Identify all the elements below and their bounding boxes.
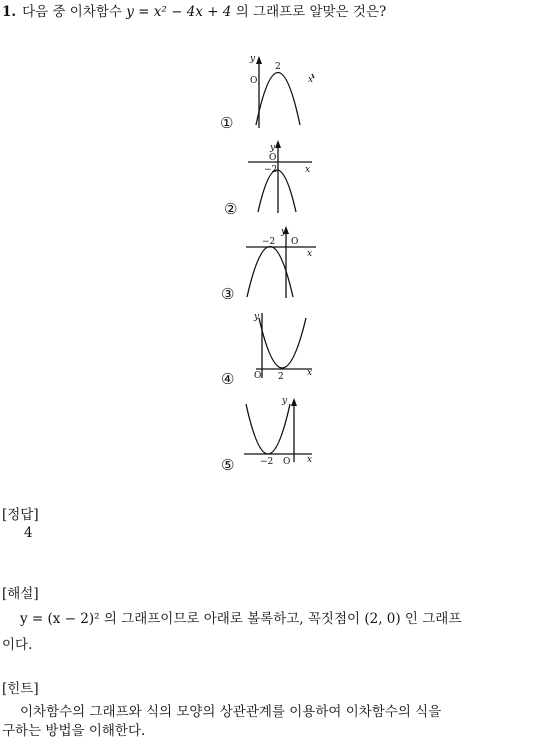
option1-y-label: y bbox=[250, 54, 256, 64]
option5-parabola bbox=[246, 404, 290, 454]
option4-parabola bbox=[259, 318, 306, 368]
option4-origin-label: O bbox=[254, 371, 262, 381]
option5-x-label: x bbox=[307, 455, 313, 465]
hint-header: [힌트] bbox=[2, 681, 39, 697]
explanation-line1: y = (x − 2)² 의 그래프이므로 아래로 볼록하고, 꼭짓점이 (2, 0) 인 그래프 bbox=[20, 611, 462, 627]
answer-header: [정답] bbox=[2, 507, 39, 523]
question-suffix: 의 그래프로 알맞은 것은? bbox=[235, 4, 387, 20]
option1-marker: ① bbox=[220, 114, 234, 132]
hint-line1: 이차함수의 그래프와 식의 모양의 상관관계를 이용하여 이차함수의 식을 bbox=[20, 704, 442, 720]
explanation-line2: 이다. bbox=[2, 637, 33, 653]
option2-marker: ② bbox=[224, 200, 238, 218]
option1-vertex-label: 2 bbox=[275, 62, 281, 72]
explanation-header: [해설] bbox=[2, 586, 39, 602]
question-formula: y = x² − 4x + 4 bbox=[126, 4, 232, 20]
option3-origin-label: O bbox=[291, 237, 299, 247]
option5-marker: ⑤ bbox=[221, 456, 235, 474]
question-prefix: 다음 중 이차함수 bbox=[22, 4, 122, 20]
option5-vertex-label: −2 bbox=[260, 457, 274, 467]
hint-line2: 구하는 방법을 이해한다. bbox=[2, 723, 146, 739]
answer-value: 4 bbox=[24, 525, 33, 541]
option3-marker: ③ bbox=[221, 285, 235, 303]
option5-y-arrow bbox=[291, 398, 297, 406]
option1-y-arrow bbox=[256, 56, 262, 64]
option4-vertex-label: 2 bbox=[278, 372, 284, 382]
option3-y-label: y bbox=[281, 227, 287, 237]
option1-parabola bbox=[256, 73, 300, 126]
option4-marker: ④ bbox=[221, 370, 235, 388]
option1-origin-label: O bbox=[250, 76, 258, 86]
option2-y-arrow bbox=[275, 140, 281, 148]
option2-x-label: x bbox=[305, 165, 311, 175]
option5-y-label: y bbox=[282, 396, 288, 406]
option4-x-label: x bbox=[307, 368, 313, 378]
option3-x-label: x bbox=[307, 249, 313, 259]
option2-parabola bbox=[258, 170, 296, 212]
option2-origin-label: O bbox=[269, 153, 277, 163]
option4-y-label: y bbox=[254, 312, 260, 322]
option3-vertex-label: −2 bbox=[262, 237, 276, 247]
option2-y-label: y bbox=[270, 143, 276, 153]
option2-vertex-label: −2 bbox=[264, 165, 278, 175]
option1-x-label: x bbox=[308, 75, 314, 85]
question-number: 1. bbox=[2, 4, 17, 20]
option5-origin-label: O bbox=[283, 457, 291, 467]
